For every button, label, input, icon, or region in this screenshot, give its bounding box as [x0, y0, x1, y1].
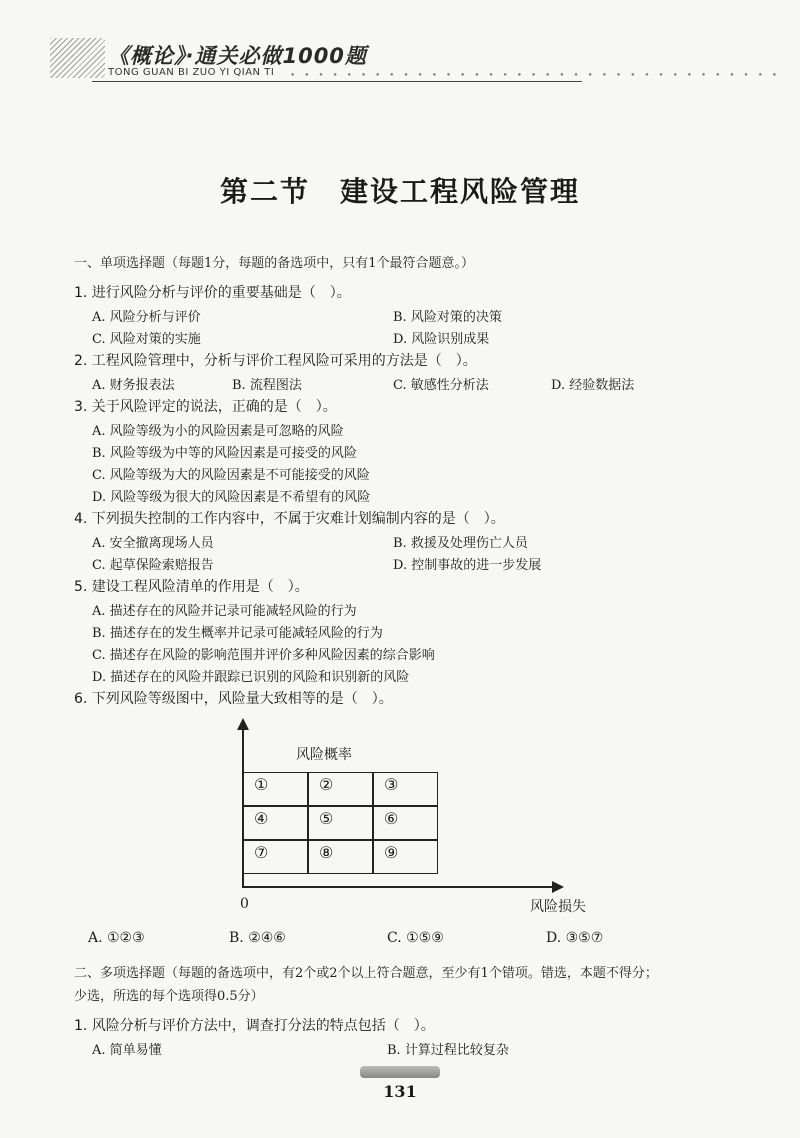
part2-heading-line1: 二、多项选择题（每题的备选项中，有2个或2个以上符合题意，至少有1个错项。错选，本题不得分；	[74, 966, 658, 981]
question-4: 4. 下列损失控制的工作内容中，不属于灾难计划编制内容的是（ ）。	[74, 511, 505, 527]
q4-option-b: B. 救援及处理伤亡人员	[393, 536, 528, 551]
x-axis-arrow	[552, 881, 564, 893]
q2-option-c: C. 敏感性分析法	[393, 378, 489, 393]
q3-option-d: D. 风险等级为很大的风险因素是不希望有的风险	[92, 490, 371, 505]
q1-option-a: A. 风险分析与评价	[92, 310, 201, 325]
p2q1-option-b: B. 计算过程比较复杂	[387, 1043, 509, 1058]
p2q1-option-a: A. 简单易懂	[92, 1043, 162, 1058]
q1-option-c: C. 风险对策的实施	[92, 332, 201, 347]
grid-cell-4: ④	[243, 806, 308, 840]
q2-option-b: B. 流程图法	[232, 378, 302, 393]
grid-cell-8: ⑧	[308, 840, 373, 874]
header-dots-decoration: • • • • • • • • • • • • • • • • • • • • • • • • • • • • • • • • • • •	[290, 71, 781, 81]
page-number: 131	[383, 1082, 417, 1101]
question-6: 6. 下列风险等级图中，风险量大致相等的是（ ）。	[74, 691, 393, 707]
question-1: 1. 进行风险分析与评价的重要基础是（ ）。	[74, 285, 351, 301]
q5-option-d: D. 描述存在的风险并跟踪已识别的风险和识别新的风险	[92, 670, 410, 685]
footer-band-decoration	[360, 1066, 440, 1078]
grid-cell-5: ⑤	[308, 806, 373, 840]
q6-option-b: B. ②④⑥	[229, 930, 286, 946]
x-axis-label: 风险损失	[530, 899, 586, 915]
q4-option-c: C. 起草保险索赔报告	[92, 558, 214, 573]
q3-option-a: A. 风险等级为小的风险因素是可忽略的风险	[92, 424, 344, 439]
q4-option-d: D. 控制事故的进一步发展	[393, 558, 542, 573]
q3-option-c: C. 风险等级为大的风险因素是不可能接受的风险	[92, 468, 370, 483]
q5-option-b: B. 描述存在的发生概率并记录可能减轻风险的行为	[92, 626, 383, 641]
q2-option-a: A. 财务报表法	[92, 378, 175, 393]
grid-cell-3: ③	[373, 772, 438, 806]
q6-option-c: C. ①⑤⑨	[387, 930, 444, 946]
book-title: 《概论》·通关必做1000题	[108, 44, 367, 68]
q5-option-a: A. 描述存在的风险并记录可能减轻风险的行为	[92, 604, 357, 619]
grid-cell-1: ①	[243, 772, 308, 806]
y-axis-arrow	[237, 718, 249, 730]
x-axis	[242, 886, 554, 888]
part1-heading: 一、单项选择题（每题1分，每题的备选项中，只有1个最符合题意。）	[74, 256, 475, 271]
q4-option-a: A. 安全撤离现场人员	[92, 536, 214, 551]
q1-option-b: B. 风险对策的决策	[393, 310, 502, 325]
grid-cell-2: ②	[308, 772, 373, 806]
q2-option-d: D. 经验数据法	[551, 378, 635, 393]
q3-option-b: B. 风险等级为中等的风险因素是可接受的风险	[92, 446, 357, 461]
question-2: 2. 工程风险管理中，分析与评价工程风险可采用的方法是（ ）。	[74, 353, 477, 369]
q1-option-d: D. 风险识别成果	[393, 332, 490, 347]
q6-option-d: D. ③⑤⑦	[546, 930, 604, 946]
q6-option-a: A. ①②③	[88, 930, 145, 946]
section-title: 第二节 建设工程风险管理	[219, 175, 580, 208]
header-rule	[92, 81, 582, 82]
question-5: 5. 建设工程风险清单的作用是（ ）。	[74, 579, 309, 595]
part2-heading-line2: 少选，所选的每个选项得0.5分）	[74, 989, 264, 1004]
origin-label: 0	[240, 896, 249, 912]
question-3: 3. 关于风险评定的说法，正确的是（ ）。	[74, 399, 337, 415]
q5-option-c: C. 描述存在风险的影响范围并评价多种风险因素的综合影响	[92, 648, 435, 663]
y-axis-label: 风险概率	[296, 747, 352, 763]
header-hatch-decoration	[50, 38, 105, 78]
book-subtitle-pinyin: TONG GUAN BI ZUO YI QIAN TI	[108, 67, 275, 78]
grid-cell-6: ⑥	[373, 806, 438, 840]
part2-question-1: 1. 风险分析与评价方法中，调查打分法的特点包括（ ）。	[74, 1018, 435, 1034]
grid-cell-9: ⑨	[373, 840, 438, 874]
grid-cell-7: ⑦	[243, 840, 308, 874]
